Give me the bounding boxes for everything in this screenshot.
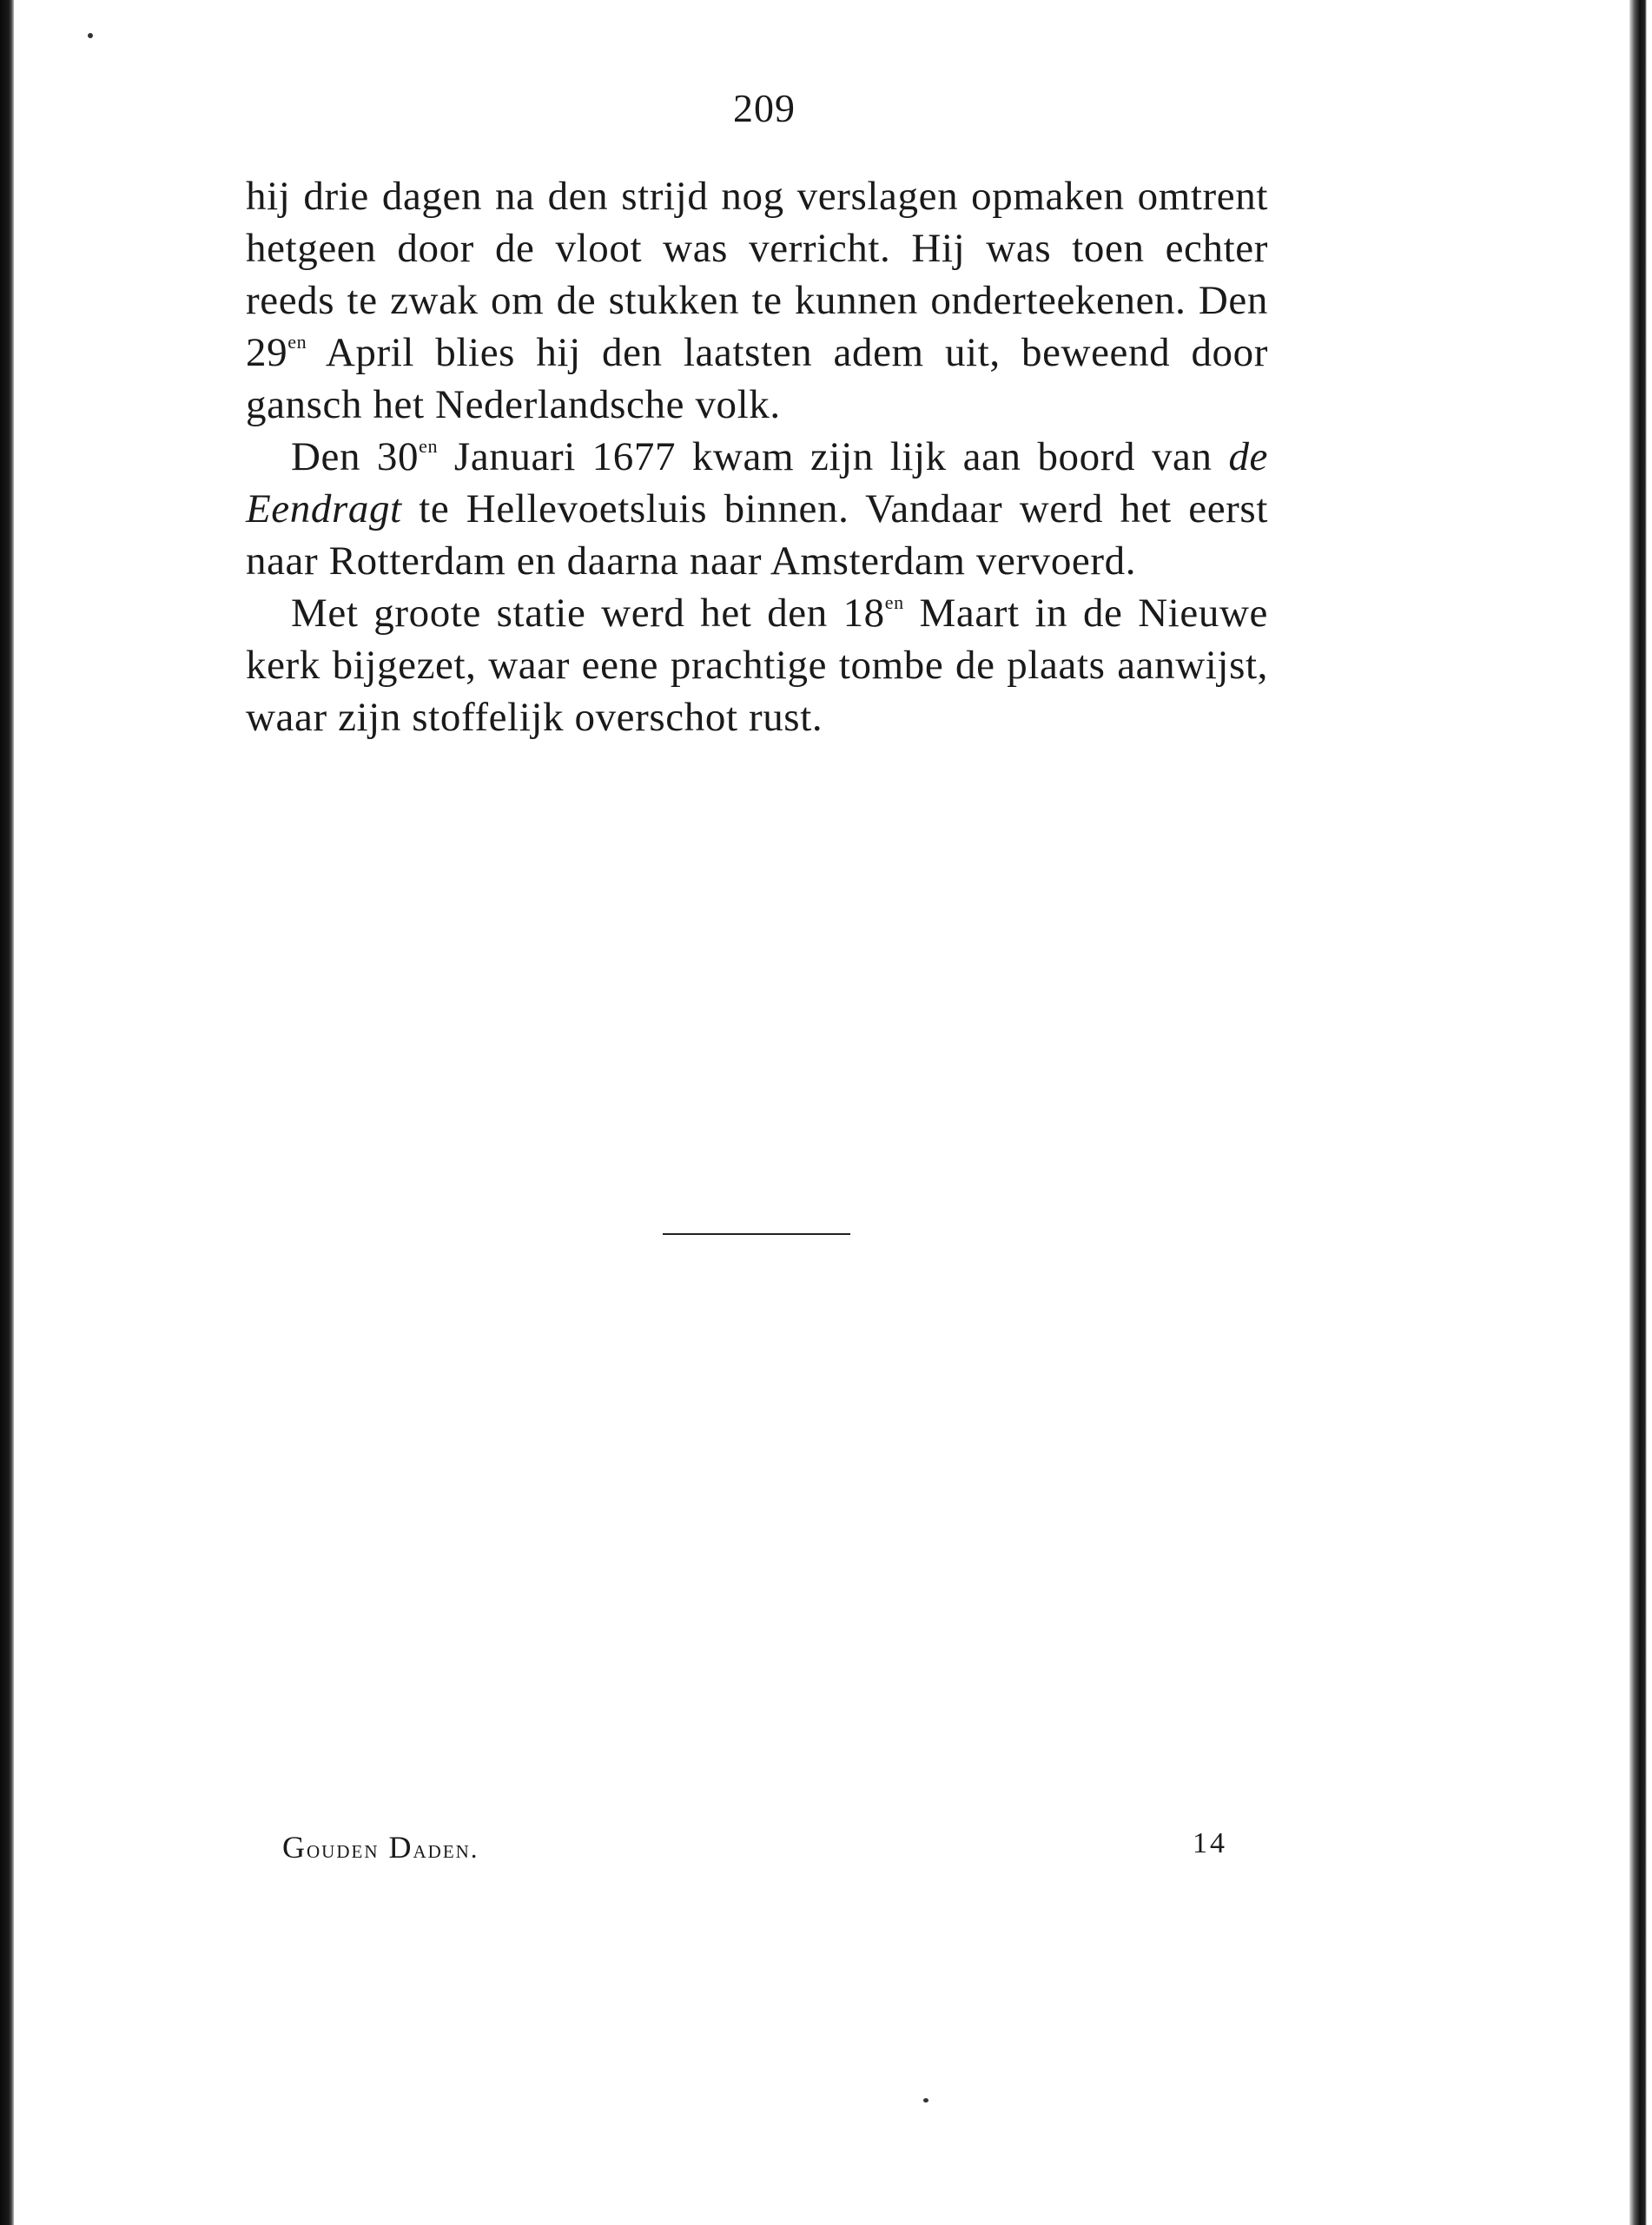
- superscript-en: en: [287, 331, 307, 353]
- text-line: hij drie dagen na den strijd nog verslagen opmaken: [246, 174, 1125, 219]
- title-initial: G: [282, 1830, 307, 1865]
- text-segment: Met groote statie werd het den 18: [291, 591, 885, 636]
- text-line: onderteekenen. Den 29: [246, 278, 1268, 375]
- text-line: adem uit, beweend door gansch het Nederlandsche: [246, 330, 1268, 427]
- superscript-en: en: [884, 591, 904, 613]
- paragraph-1: [246, 170, 1268, 431]
- ship-name-italic: de Eendragt: [246, 434, 1269, 531]
- page-number: 209: [733, 86, 796, 130]
- text-segment: te Hellevoetsluis binnen. Vandaar werd het eerst naar Rotterdam en daarna naar Amsterdam vervoerd.: [246, 486, 1268, 584]
- text-segment: Januari 1677 kwam zijn lijk aan boord van: [438, 434, 1213, 479]
- title-rest: ouden: [307, 1835, 380, 1864]
- scan-speck: [88, 33, 93, 38]
- text-line: omtrent hetgeen door de vloot was verricht. Hij was: [246, 174, 1268, 271]
- scan-binding-edge-left: [0, 0, 14, 2225]
- paragraph-3: [246, 587, 1268, 743]
- superscript-en: en: [419, 435, 439, 457]
- text-line: toen echter reeds te zwak om de stukken te kunnen: [246, 226, 1268, 323]
- body-text: [246, 170, 1268, 743]
- text-line: April blies hij den laatsten: [325, 330, 813, 375]
- section-divider-rule: [663, 1233, 850, 1235]
- footer-book-title: [282, 1829, 479, 1865]
- text-line: volk.: [695, 382, 781, 427]
- scan-binding-edge-right: [1629, 0, 1652, 2225]
- title-rest: aden.: [413, 1835, 479, 1864]
- text-segment: Maart in de Nieuwe kerk bijgezet, waar eene prachtige tombe de plaats aanwijst, waar zijn stoffelijk overschot rust.: [246, 591, 1268, 740]
- text-segment: Den 30: [291, 434, 420, 479]
- scan-speck: [923, 2098, 928, 2103]
- paragraph-2: [246, 431, 1268, 587]
- title-initial: D: [379, 1830, 413, 1865]
- signature-mark: 14: [1193, 1827, 1227, 1859]
